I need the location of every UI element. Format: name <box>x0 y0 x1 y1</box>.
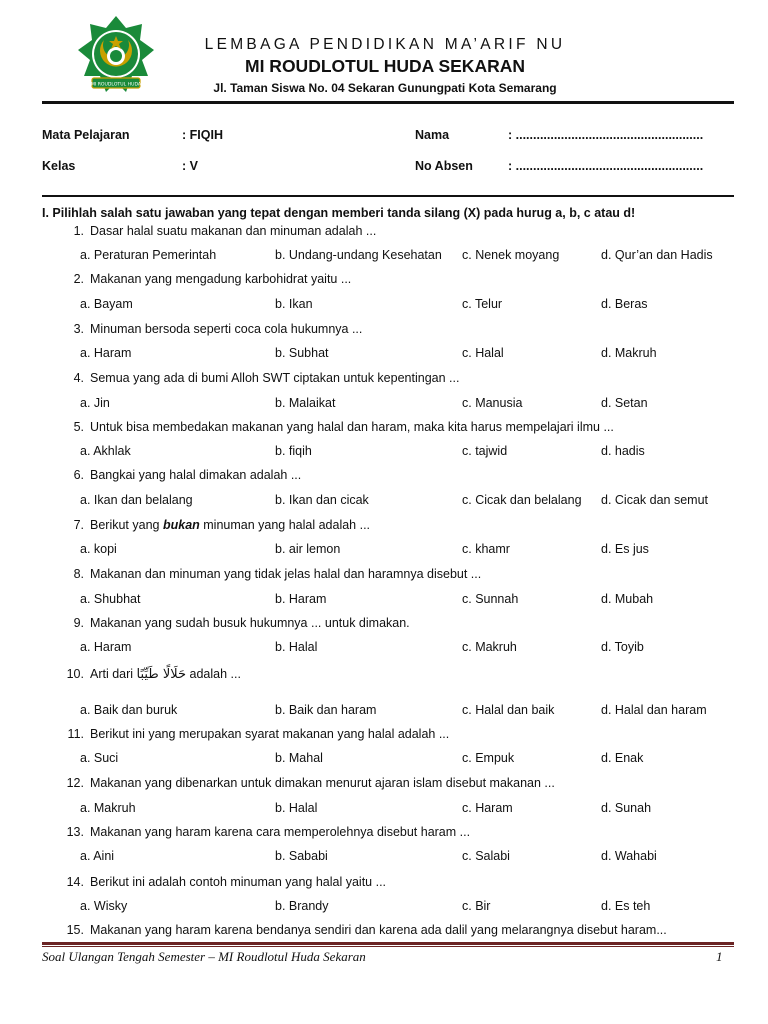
question-5 <box>0 420 768 442</box>
option-b[interactable]: b. Mahal <box>275 751 323 765</box>
section-instruction: I. Pilihlah salah satu jawaban yang tepat dengan memberi tanda silang (X) pada hurug a, b, c atau d! <box>42 206 636 220</box>
option-c[interactable]: c. Sunnah <box>462 592 519 606</box>
option-d[interactable]: d. Es teh <box>601 899 651 913</box>
question-number: 6. <box>73 468 84 482</box>
option-b[interactable]: b. Halal <box>275 640 318 654</box>
logo-banner-text: MI ROUDLOTUL HUDA <box>90 82 142 88</box>
option-b[interactable]: b. Ikan <box>275 297 313 311</box>
option-b[interactable]: b. Undang-undang Kesehatan <box>275 248 442 262</box>
option-a[interactable]: a. Suci <box>80 751 119 765</box>
question-number: 15. <box>66 923 84 937</box>
question-text-part: Berikut yang <box>90 518 163 532</box>
absen-field[interactable]: : ...................................................... <box>508 159 704 173</box>
option-c[interactable]: c. Empuk <box>462 751 515 765</box>
option-c[interactable]: c. Salabi <box>462 849 510 863</box>
option-b[interactable]: b. air lemon <box>275 542 341 556</box>
answer-options <box>0 346 768 366</box>
question-number: 13. <box>66 825 84 839</box>
option-a[interactable]: a. kopi <box>80 542 117 556</box>
subject-value: : FIQIH <box>182 128 223 142</box>
option-a[interactable]: a. Ikan dan belalang <box>80 493 193 507</box>
option-c[interactable]: c. Haram <box>462 801 513 815</box>
question-text: Minuman bersoda seperti coca cola hukumnya ... <box>90 322 363 336</box>
answer-options <box>0 703 768 723</box>
question-number: 5. <box>73 420 84 434</box>
answer-options <box>0 297 768 317</box>
question-text: Makanan yang haram karena cara memperolehnya disebut haram ... <box>90 825 471 839</box>
question-number: 7. <box>73 518 84 532</box>
option-c[interactable]: c. Halal dan baik <box>462 703 555 717</box>
question-text-part: Arti dari <box>90 667 137 681</box>
question-number: 11. <box>67 727 84 741</box>
subject-label: Mata Pelajaran <box>42 128 130 142</box>
answer-options <box>0 493 768 513</box>
option-a[interactable]: a. Akhlak <box>80 444 131 458</box>
question-number: 14. <box>66 875 84 889</box>
name-field[interactable]: : ...................................................... <box>508 128 704 142</box>
question-number: 8. <box>73 567 84 581</box>
option-d[interactable]: d. Enak <box>601 751 644 765</box>
option-a[interactable]: a. Jin <box>80 396 110 410</box>
option-d[interactable]: d. Qur’an dan Hadis <box>601 248 713 262</box>
option-c[interactable]: c. Nenek moyang <box>462 248 560 262</box>
answer-options <box>0 592 768 612</box>
option-c[interactable]: c. Halal <box>462 346 504 360</box>
option-b[interactable]: b. Sababi <box>275 849 328 863</box>
question-7 <box>0 518 768 540</box>
footer-rule <box>42 942 734 945</box>
question-number: 3. <box>73 322 84 336</box>
question-text <box>90 518 370 532</box>
answer-options <box>0 801 768 821</box>
option-c[interactable]: c. Manusia <box>462 396 523 410</box>
question-number: 10. <box>66 667 84 681</box>
option-a[interactable]: a. Wisky <box>80 899 128 913</box>
question-text: Dasar halal suatu makanan dan minuman adalah ... <box>90 224 377 238</box>
question-12 <box>0 776 768 798</box>
question-text: Berikut ini yang merupakan syarat makanan yang halal adalah ... <box>90 727 450 741</box>
option-d[interactable]: d. Beras <box>601 297 648 311</box>
question-text: Makanan dan minuman yang tidak jelas halal dan haramnya disebut ... <box>90 567 482 581</box>
info-rule <box>42 195 734 197</box>
class-value: : V <box>182 159 198 173</box>
question-emphasis: bukan <box>162 518 200 532</box>
question-14 <box>0 875 768 897</box>
school-address: Jl. Taman Siswa No. 04 Sekaran Gunungpati Kota Semarang <box>213 81 557 95</box>
question-text-part: minuman yang halal adalah ... <box>199 518 371 532</box>
school-name: MI ROUDLOTUL HUDA SEKARAN <box>245 56 525 76</box>
option-c[interactable]: c. khamr <box>462 542 510 556</box>
question-11 <box>0 727 768 749</box>
question-text: Berikut ini adalah contoh minuman yang halal yaitu ... <box>90 875 387 889</box>
page-number: 1 <box>716 949 723 964</box>
option-d[interactable]: d. Setan <box>601 396 648 410</box>
answer-options <box>0 899 768 919</box>
option-c[interactable]: c. Telur <box>462 297 503 311</box>
option-c[interactable]: c. Cicak dan belalang <box>462 493 582 507</box>
option-a[interactable]: a. Peraturan Pemerintah <box>80 248 217 262</box>
option-a[interactable]: a. Haram <box>80 640 132 654</box>
option-d[interactable]: d. Halal dan haram <box>601 703 707 717</box>
option-b[interactable]: b. Subhat <box>275 346 329 360</box>
option-b[interactable]: b. Baik dan haram <box>275 703 377 717</box>
question-4 <box>0 371 768 393</box>
option-b[interactable]: b. Brandy <box>275 899 329 913</box>
option-d[interactable]: d. Es jus <box>601 542 649 556</box>
option-a[interactable]: a. Aini <box>80 849 115 863</box>
option-d[interactable]: d. hadis <box>601 444 645 458</box>
option-a[interactable]: a. Bayam <box>80 297 133 311</box>
answer-options <box>0 396 768 416</box>
question-8 <box>0 567 768 589</box>
question-text: Semua yang ada di bumi Alloh SWT ciptakan untuk kepentingan ... <box>90 371 460 385</box>
question-10 <box>0 667 768 689</box>
question-9 <box>0 616 768 638</box>
option-a[interactable]: a. Makruh <box>80 801 136 815</box>
option-a[interactable]: a. Haram <box>80 346 132 360</box>
option-d[interactable]: d. Makruh <box>601 346 657 360</box>
school-logo <box>74 14 158 98</box>
question-1 <box>0 224 768 246</box>
option-b[interactable]: b. Malaikat <box>275 396 336 410</box>
question-text: Makanan yang dibenarkan untuk dimakan menurut ajaran islam disebut makanan ... <box>90 776 555 790</box>
question-number: 2. <box>73 272 84 286</box>
name-label: Nama <box>415 128 450 142</box>
option-d[interactable]: d. Sunah <box>601 801 652 815</box>
question-text <box>90 667 241 682</box>
question-number: 9. <box>73 616 84 630</box>
question-text-part: adalah ... <box>186 667 241 681</box>
option-a[interactable]: a. Baik dan buruk <box>80 703 178 717</box>
footer-rule-thin <box>42 946 734 947</box>
question-text: Makanan yang haram karena bendanya sendiri dan karena ada dalil yang melarangnya disebut haram... <box>90 923 667 937</box>
answer-options <box>0 849 768 869</box>
question-text: Makanan yang sudah busuk hukumnya ... untuk dimakan. <box>90 616 410 630</box>
institution-name: LEMBAGA PENDIDIKAN MA’ARIF NU <box>204 36 566 53</box>
absen-label: No Absen <box>415 159 473 173</box>
option-a[interactable]: a. Shubhat <box>80 592 141 606</box>
question-3 <box>0 322 768 344</box>
question-number: 1. <box>73 224 84 238</box>
header-rule <box>42 101 734 104</box>
option-d[interactable]: d. Toyib <box>601 640 644 654</box>
question-6 <box>0 468 768 490</box>
option-d[interactable]: d. Wahabi <box>601 849 657 863</box>
question-number: 12. <box>66 776 84 790</box>
answer-options <box>0 640 768 660</box>
answer-options <box>0 542 768 562</box>
option-b[interactable]: b. fiqih <box>275 444 312 458</box>
class-label: Kelas <box>42 159 76 173</box>
question-number: 4. <box>73 371 84 385</box>
arabic-phrase: حَلَالًا طَيِّبًا <box>136 667 187 682</box>
option-c[interactable]: c. tajwid <box>462 444 508 458</box>
footer-title: Soal Ulangan Tengah Semester – MI Roudlotul Huda Sekaran <box>42 949 366 964</box>
option-b[interactable]: b. Ikan dan cicak <box>275 493 369 507</box>
option-d[interactable]: d. Mubah <box>601 592 654 606</box>
question-13 <box>0 825 768 847</box>
question-text: Makanan yang mengadung karbohidrat yaitu ... <box>90 272 352 286</box>
option-d[interactable]: d. Cicak dan semut <box>601 493 708 507</box>
question-text: Bangkai yang halal dimakan adalah ... <box>90 468 302 482</box>
question-2 <box>0 272 768 294</box>
option-c[interactable]: c. Bir <box>462 899 491 913</box>
answer-options <box>0 444 768 464</box>
option-c[interactable]: c. Makruh <box>462 640 517 654</box>
option-b[interactable]: b. Halal <box>275 801 318 815</box>
answer-options <box>0 248 768 268</box>
question-text: Untuk bisa membedakan makanan yang halal dan haram, maka kita harus mempelajari ilmu ... <box>90 420 614 434</box>
answer-options <box>0 751 768 771</box>
option-b[interactable]: b. Haram <box>275 592 327 606</box>
